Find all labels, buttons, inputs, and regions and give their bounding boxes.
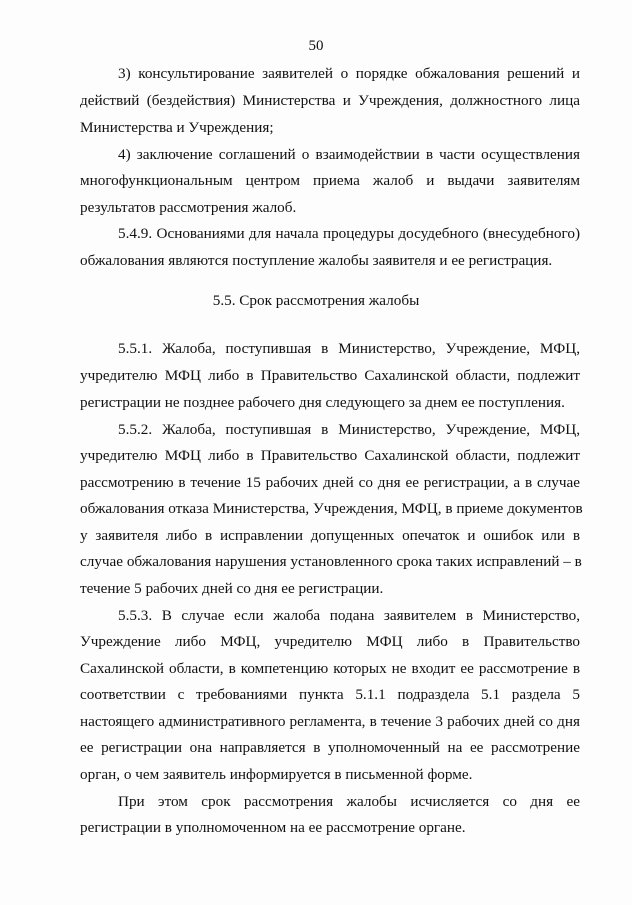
text-line: регистрации в уполномоченном на ее рассмотрение органе.: [80, 819, 466, 836]
text-line: 5.5.3. В случае если жалоба подана заявителем в Министерство,: [118, 607, 580, 624]
text-line: При этом срок рассмотрения жалобы исчисляется со дня ее: [118, 793, 580, 810]
text-line: Учреждение либо МФЦ, учредителю МФЦ либо в Правительство: [80, 633, 580, 650]
text-line: 4) заключение соглашений о взаимодействии в части осуществления: [118, 146, 580, 163]
text-line: 5.4.9. Основаниями для начала процедуры досудебного (внесудебного): [118, 225, 580, 242]
text-line: регистрации не позднее рабочего дня следующего за днем ее поступления.: [80, 394, 565, 411]
text-line: течение 5 рабочих дней со дня ее регистрации.: [80, 580, 384, 597]
text-line: орган, о чем заявитель информируется в письменной форме.: [80, 766, 473, 783]
page-number: 50: [308, 38, 324, 54]
text-line: 3) консультирование заявителей о порядке обжалования решений и: [118, 65, 580, 82]
text-line: у заявителя либо в исправлении допущенных опечаток и ошибок или в: [80, 527, 580, 544]
text-line: соответствии с требованиями пункта 5.1.1 подраздела 5.1 раздела 5: [80, 686, 580, 703]
text-line: обжалования отказа Министерства, Учреждения, МФЦ, в приеме документов: [80, 500, 583, 517]
text-line: обжалования являются поступление жалобы заявителя и ее регистрация.: [80, 252, 553, 269]
text-line: действий (бездействия) Министерства и Учреждения, должностного лица: [80, 92, 580, 109]
text-line: рассмотрению в течение 15 рабочих дней со дня ее регистрации, а в случае: [80, 474, 580, 491]
text-line: учредителю МФЦ либо в Правительство Сахалинской области, подлежит: [80, 367, 580, 384]
text-line: Министерства и Учреждения;: [80, 119, 274, 136]
text-line: ее регистрации она направляется в уполномоченный на ее рассмотрение: [80, 739, 580, 756]
section-heading: 5.5. Срок рассмотрения жалобы: [212, 292, 420, 309]
text-line: случае обжалования нарушения установленного срока таких исправлений – в: [80, 553, 582, 570]
text-line: 5.5.2. Жалоба, поступившая в Министерство, Учреждение, МФЦ,: [118, 421, 580, 438]
text-line: результатов рассмотрения жалоб.: [80, 199, 297, 216]
text-line: учредителю МФЦ либо в Правительство Сахалинской области, подлежит: [80, 447, 580, 464]
text-line: настоящего административного регламента, в течение 3 рабочих дней со дня: [80, 713, 580, 730]
text-line: многофункциональным центром приема жалоб и выдачи заявителям: [80, 172, 580, 189]
text-line: Сахалинской области, в компетенцию которых не входит ее рассмотрение в: [80, 660, 580, 677]
text-line: 5.5.1. Жалоба, поступившая в Министерство, Учреждение, МФЦ,: [118, 340, 580, 357]
